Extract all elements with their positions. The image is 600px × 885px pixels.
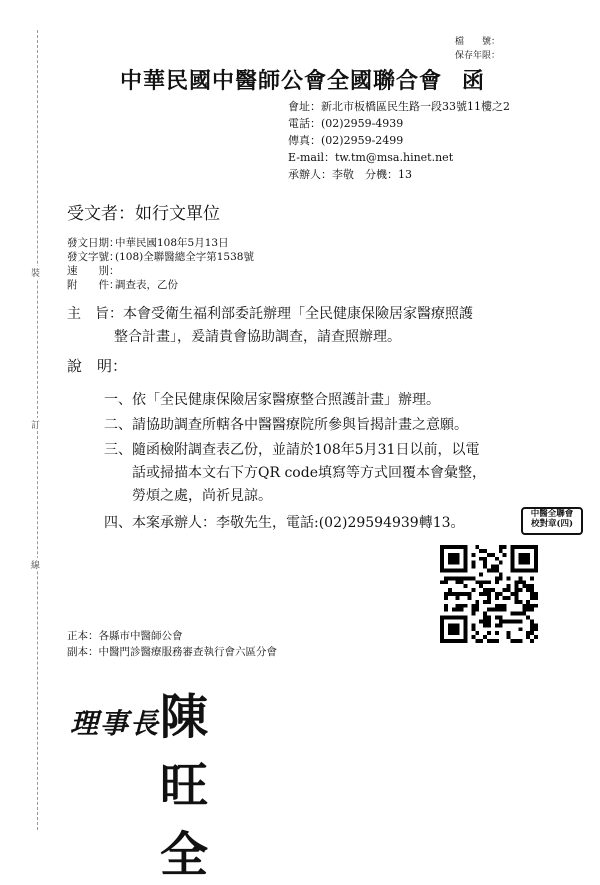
signature-title: 理事長: [70, 707, 161, 740]
organization-title: 中華民國中醫師公會全國聯合會: [120, 68, 443, 94]
explanation-item-2: 二、請協助調查所轄各中醫醫療院所參與旨揭計畫之意願。: [104, 417, 468, 433]
proofreading-stamp: [521, 507, 583, 535]
sender-email: E-mail：tw.tm@msa.hinet.net: [288, 151, 454, 164]
explanation-item-1: 一、依「全民健康保險居家醫療整合照護計畫」辦理。: [104, 392, 440, 408]
stamp-line-1: 中醫全聯會: [530, 509, 574, 519]
sender-phone: 電話：(02)2959-4939: [288, 117, 404, 130]
explanation-item-3: [104, 439, 486, 508]
subject-label: 主 旨：: [67, 306, 123, 322]
sender-fax: 傳真：(02)2959-2499: [288, 134, 404, 147]
signature-name: 陳旺全: [160, 689, 215, 883]
sender-address: 會址：新北市板橋區民生路一段33號11樓之2: [288, 100, 510, 113]
explanation-item-3-line-1: 三、隨函檢附調查表乙份，並請於108年5月31日以前，以電: [104, 442, 480, 458]
main-recipients: 正本：各縣市中醫師公會: [67, 630, 183, 642]
attachment-label: 附 件：: [67, 279, 120, 291]
document-meta: [67, 236, 254, 292]
number-label: 發文字號：: [67, 251, 120, 263]
signature-block: [70, 688, 215, 883]
explanation-label: 說 明：: [67, 357, 128, 375]
sender-contact: 承辦人：李敬 分機：13: [288, 168, 412, 181]
archive-file-no: 檔 號：: [454, 37, 500, 47]
subject-line-1: 本會受衛生福利部委託辦理「全民健康保險居家醫療照護: [123, 306, 473, 322]
speed-label: 速 別：: [67, 265, 120, 277]
date-label: 發文日期：: [67, 237, 120, 249]
explanation-item-4: 四、本案承辦人：李敬先生，電話:(02)29594939轉13。: [104, 515, 465, 531]
binding-label-2: 訂: [31, 418, 40, 431]
recipient: 受文者：如行文單位: [67, 204, 220, 224]
subject-block: [67, 303, 473, 349]
explanation-item-3-line-3: 勞煩之處，尚祈見諒。: [132, 488, 272, 504]
attachment-value: 調查表，乙份: [115, 279, 178, 291]
binding-label-3: 線: [31, 558, 40, 571]
distribution-list: [67, 628, 277, 660]
stamp-line-2: 校對章(四): [530, 519, 574, 529]
sender-info: [288, 98, 510, 183]
copy-recipients: 副本：中醫門診醫療服務審查執行會六區分會: [67, 646, 277, 658]
explanation-item-3-line-2: 話或掃描本文右下方QR code填寫等方式回覆本會彙整，: [132, 465, 486, 481]
qr-code[interactable]: [440, 545, 538, 643]
issue-date: 中華民國108年5月13日: [115, 237, 229, 249]
subject-line-2: 整合計畫」，爰請貴會協助調查，請查照辦理。: [114, 329, 401, 345]
document-type: 函: [462, 68, 485, 94]
document-number: (108)全聯醫總全字第1538號: [115, 251, 254, 263]
archive-retention: 保存年限：: [454, 51, 500, 61]
binding-label-1: 裝: [31, 266, 40, 279]
